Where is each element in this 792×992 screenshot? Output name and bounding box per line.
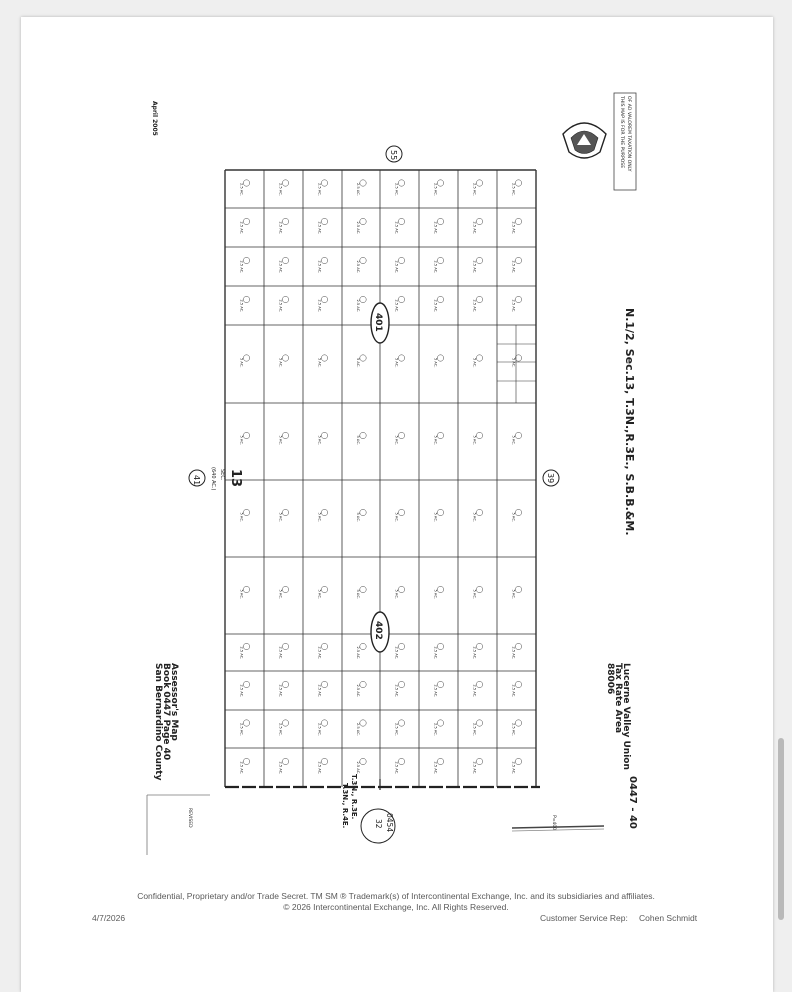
parcel-lot — [318, 509, 328, 522]
parcel-acreage: 5 AC. — [278, 589, 283, 599]
parcel-acreage: 2.5 AC. — [356, 646, 360, 660]
parcel-lot — [318, 432, 328, 445]
parcel-lot — [240, 257, 250, 273]
parcel-lot — [318, 758, 328, 774]
parcel-lot — [473, 257, 483, 273]
parcel-lot — [434, 432, 444, 445]
parcel-acreage: 5 AC. — [278, 512, 283, 522]
parcel-acreage: 5 AC. — [356, 589, 360, 599]
parcel-acreage: 5 AC. — [356, 512, 360, 522]
svg-text:401: 401 — [373, 313, 383, 332]
parcel-acreage: 2.5 AC. — [317, 646, 322, 660]
parcel-acreage: 2.5 AC. — [317, 723, 322, 736]
parcel-acreage: 5 AC. — [239, 358, 244, 368]
parcel-lot — [356, 432, 366, 445]
parcel-acreage: 5 AC. — [472, 589, 477, 599]
footer-date: 4/7/2026 — [92, 913, 126, 923]
parcel-acreage: 2.5 AC. — [511, 761, 516, 775]
parcel-acreage: 5 AC. — [394, 512, 399, 522]
parcel-acreage: 2.5 AC. — [356, 260, 360, 274]
parcel-lot — [240, 586, 250, 599]
parcel-lot — [318, 218, 328, 234]
legal-description: N.1/2, Sec.13, T.3N.,R.3E., S.B.B.&M. — [623, 308, 636, 536]
parcel-acreage: 5 AC. — [511, 435, 516, 445]
parcel-acreage: 2.5 AC. — [433, 299, 438, 313]
parcel-lot — [240, 296, 250, 312]
svg-text:P=400: P=400 — [551, 815, 556, 831]
parcel-acreage: 2.5 AC. — [394, 260, 399, 274]
parcel-lot — [473, 586, 483, 599]
parcel-acreage: 2.5 AC. — [472, 183, 477, 196]
parcel-lot — [240, 509, 250, 522]
parcel-lot — [240, 720, 250, 736]
parcel-lot — [434, 218, 444, 234]
parcel-acreage: 2.5 AC. — [356, 723, 360, 736]
parcel-lot — [512, 509, 522, 522]
parcel-lot — [473, 218, 483, 234]
revision-block — [147, 795, 210, 855]
parcel-acreage: 2.5 AC. — [394, 183, 399, 196]
parcel-acreage: 2.5 AC. — [433, 260, 438, 274]
parcel-acreage: 2.5 AC. — [394, 221, 399, 235]
parcel-acreage: 5 AC. — [394, 589, 399, 599]
parcel-lot — [512, 257, 522, 273]
parcel-lot — [279, 509, 289, 522]
parcel-lot — [356, 355, 366, 368]
parcel-acreage: 5 AC. — [317, 358, 322, 368]
parcel-acreage: 2.5 AC. — [239, 761, 244, 775]
parcel-acreage: 2.5 AC. — [472, 723, 477, 736]
adjacent-map-east — [361, 809, 395, 843]
parcel-lot — [318, 720, 328, 736]
book-page-number: 0447 - 40 — [627, 776, 638, 829]
parcel-acreage: 2.5 AC. — [433, 646, 438, 660]
parcel-acreage: 2.5 AC. — [511, 260, 516, 274]
parcel-acreage: 5 AC. — [433, 512, 438, 522]
parcel-lot — [279, 720, 289, 736]
parcel-lot — [512, 432, 522, 445]
parcel-lot — [356, 720, 366, 736]
parcel-acreage: 2.5 AC. — [239, 221, 244, 235]
parcel-acreage: 2.5 AC. — [394, 723, 399, 736]
svg-text:13: 13 — [228, 469, 243, 488]
parcel-lot — [279, 355, 289, 368]
footer-rep-label: Customer Service Rep: — [540, 913, 628, 923]
footer-copyright: © 2026 Intercontinental Exchange, Inc. All Rights Reserved. — [283, 902, 509, 912]
parcel-acreage: 2.5 AC. — [511, 646, 516, 660]
parcel-lot — [395, 257, 405, 273]
parcel-acreage: 5 AC. — [511, 589, 516, 599]
parcel-lot — [434, 643, 444, 659]
parcel-lot — [395, 643, 405, 659]
parcel-acreage: 2.5 AC. — [278, 183, 283, 196]
parcel-lot — [395, 681, 405, 697]
parcel-lot — [434, 355, 444, 368]
parcel-lot — [279, 643, 289, 659]
parcel-acreage: 2.5 AC. — [317, 684, 322, 698]
parcel-acreage: 5 AC. — [472, 512, 477, 522]
parcel-lot — [318, 296, 328, 312]
parcel-lot — [318, 681, 328, 697]
parcel-lot — [279, 296, 289, 312]
tax-rate-area: 88006 — [605, 663, 615, 695]
parcel-acreage: 5 AC. — [511, 358, 516, 368]
parcel-lot — [434, 509, 444, 522]
parcel-acreage: 2.5 AC. — [472, 299, 477, 313]
parcel-acreage: 2.5 AC. — [317, 761, 322, 775]
parcel-acreage: 2.5 AC. — [317, 183, 322, 196]
parcel-acreage: 5 AC. — [511, 512, 516, 522]
parcel-lot — [240, 681, 250, 697]
parcel-acreage: 2.5 AC. — [511, 221, 516, 235]
parcel-lot — [473, 296, 483, 312]
parcel-acreage: 5 AC. — [433, 358, 438, 368]
disclaimer-line-1: THIS MAP IS FOR THE PURPOSE — [619, 96, 624, 169]
parcel-acreage: 5 AC. — [472, 435, 477, 445]
parcel-lot — [240, 758, 250, 774]
parcel-acreage: 5 AC. — [317, 512, 322, 522]
parcel-acreage: 5 AC. — [433, 589, 438, 599]
parcel-lot — [473, 643, 483, 659]
parcel-acreage: 2.5 AC. — [433, 221, 438, 235]
svg-text:402: 402 — [373, 621, 383, 640]
parcel-lot — [512, 218, 522, 234]
disclaimer-line-2: OF AD VALOREM TAXATION ONLY — [626, 96, 631, 172]
parcel-lot — [318, 355, 328, 368]
parcel-acreage: 2.5 AC. — [239, 646, 244, 660]
parcel-lot — [512, 681, 522, 697]
parcel-lot — [279, 432, 289, 445]
parcel-lot — [356, 509, 366, 522]
parcel-acreage: 2.5 AC. — [511, 299, 516, 313]
parcel-acreage: 5 AC. — [239, 435, 244, 445]
parcel-lot — [434, 257, 444, 273]
footer-disclaimer: Confidential, Proprietary and/or Trade Secret. TM SM ® Trademark(s) of Intercontinental Exchange, Inc. and its subsidiaries and affiliates. — [137, 891, 655, 901]
svg-text:55: 55 — [389, 150, 398, 161]
parcel-lot — [240, 432, 250, 445]
parcel-acreage: 5 AC. — [317, 435, 322, 445]
parcel-acreage: 5 AC. — [472, 358, 477, 368]
parcel-acreage: 5 AC. — [356, 435, 360, 445]
parcel-lot — [473, 432, 483, 445]
parcel-lot — [356, 643, 366, 659]
assessor-book-page: Book 0447 Page 40 — [161, 663, 171, 761]
parcel-acreage: 2.5 AC. — [278, 221, 283, 235]
parcel-lot — [240, 355, 250, 368]
parcel-lot — [395, 586, 405, 599]
parcel-lot — [512, 586, 522, 599]
parcel-grid — [225, 170, 536, 787]
parcel-acreage: 2.5 AC. — [433, 723, 438, 736]
parcel-lot — [356, 681, 366, 697]
parcel-acreage: 2.5 AC. — [433, 684, 438, 698]
parcel-acreage: 2.5 AC. — [239, 723, 244, 736]
parcel-lot — [434, 180, 444, 196]
disclaimer-box — [614, 93, 636, 190]
parcel-lot — [395, 218, 405, 234]
parcel-acreage: 5 AC. — [239, 589, 244, 599]
parcel-lot — [473, 355, 483, 368]
parcel-group-south — [371, 612, 389, 652]
parcel-lot — [356, 296, 366, 312]
adjacent-map-west — [189, 470, 205, 486]
parcel-acreage: 2.5 AC. — [239, 260, 244, 274]
parcel-acreage: 2.5 AC. — [394, 684, 399, 698]
parcel-acreage: 2.5 AC. — [472, 761, 477, 775]
parcel-lot — [279, 758, 289, 774]
parcel-acreage: 5 AC. — [356, 358, 360, 368]
parcel-lot — [395, 355, 405, 368]
parcel-lot — [512, 296, 522, 312]
assessor-title: Assessor's Map — [169, 663, 179, 741]
parcel-lot — [356, 257, 366, 273]
parcel-acreage: 2.5 AC. — [433, 761, 438, 775]
parcel-acreage: 2.5 AC. — [472, 260, 477, 274]
parcel-lot — [434, 720, 444, 736]
parcel-lot — [473, 509, 483, 522]
parcel-acreage: 2.5 AC. — [278, 260, 283, 274]
parcel-acreage: 2.5 AC. — [472, 684, 477, 698]
township-line-2: T.3N., R.4E. — [341, 783, 349, 829]
footer-rep-name: Cohen Schmidt — [639, 913, 698, 923]
parcel-lot — [434, 758, 444, 774]
scrollbar[interactable] — [778, 738, 784, 920]
parcel-lot — [240, 218, 250, 234]
parcel-lot — [318, 586, 328, 599]
parcel-lot — [434, 296, 444, 312]
parcel-acreage: 5 AC. — [394, 358, 399, 368]
parcel-acreage: 2.5 AC. — [394, 646, 399, 660]
svg-text:32: 32 — [374, 819, 383, 829]
parcel-acreage: 2.5 AC. — [433, 183, 438, 196]
parcel-acreage: 2.5 AC. — [472, 646, 477, 660]
parcel-lot — [395, 180, 405, 196]
parcel-lot — [434, 586, 444, 599]
parcel-lot — [356, 758, 366, 774]
adjacent-map-north — [386, 146, 402, 162]
parcel-lot — [512, 355, 522, 368]
parcel-lot — [318, 257, 328, 273]
parcel-acreage: 2.5 AC. — [317, 260, 322, 274]
district-name: Lucerne Valley Union — [621, 663, 631, 770]
parcel-acreage: 5 AC. — [317, 589, 322, 599]
parcel-acreage: 2.5 AC. — [356, 761, 360, 775]
parcel-acreage: 5 AC. — [433, 435, 438, 445]
parcel-lot — [279, 586, 289, 599]
parcel-lot — [356, 586, 366, 599]
svg-text:REVISED: REVISED — [187, 808, 192, 828]
parcel-lot — [279, 180, 289, 196]
parcel-lot — [395, 509, 405, 522]
parcel-acreage: 5 AC. — [239, 512, 244, 522]
parcel-lot — [240, 180, 250, 196]
svg-text:(640 AC.): (640 AC.) — [210, 467, 216, 491]
parcel-lot — [356, 180, 366, 196]
tax-rate-label: Tax Rate Area — [613, 663, 623, 734]
svg-text:0454: 0454 — [385, 813, 394, 833]
parcel-lot — [512, 720, 522, 736]
svg-text:39: 39 — [546, 473, 555, 484]
parcel-acreage: 2.5 AC. — [278, 761, 283, 775]
parcel-acreage: 2.5 AC. — [356, 221, 360, 235]
parcel-lot — [473, 180, 483, 196]
parcel-acreage: 2.5 AC. — [278, 646, 283, 660]
parcel-acreage: 2.5 AC. — [239, 299, 244, 313]
parcel-acreage: 5 AC. — [278, 358, 283, 368]
parcel-acreage: 5 AC. — [394, 435, 399, 445]
parcel-acreage: 2.5 AC. — [472, 221, 477, 235]
parcel-acreage: 2.5 AC. — [317, 221, 322, 235]
parcel-lot — [395, 296, 405, 312]
parcel-acreage: 2.5 AC. — [356, 299, 360, 313]
adjacent-map-south — [543, 470, 559, 486]
township-line-1: T.3N., R.3E. — [350, 774, 358, 820]
parcel-lot — [473, 758, 483, 774]
parcel-acreage: 2.5 AC. — [278, 684, 283, 698]
scale-bar — [512, 815, 604, 831]
parcel-acreage: 2.5 AC. — [356, 183, 360, 196]
parcel-acreage: 2.5 AC. — [394, 299, 399, 313]
parcel-lot — [395, 432, 405, 445]
parcel-group-north — [371, 303, 389, 343]
parcel-acreage: 2.5 AC. — [278, 723, 283, 736]
parcel-acreage: 2.5 AC. — [511, 723, 516, 736]
svg-text:41: 41 — [192, 475, 201, 486]
parcel-acreage: 2.5 AC. — [278, 299, 283, 313]
parcel-acreage: 2.5 AC. — [317, 299, 322, 313]
parcel-acreage: 2.5 AC. — [356, 684, 360, 698]
parcel-acreage: 2.5 AC. — [511, 183, 516, 196]
parcel-lot — [279, 681, 289, 697]
parcel-lot — [395, 758, 405, 774]
county-name: San Bernardino County — [153, 663, 163, 781]
parcel-lot — [473, 681, 483, 697]
section-label — [210, 467, 243, 490]
parcel-lot — [356, 218, 366, 234]
parcel-lot — [512, 180, 522, 196]
parcel-acreage: 2.5 AC. — [394, 761, 399, 775]
parcel-lot — [279, 218, 289, 234]
parcel-lot — [240, 643, 250, 659]
parcel-acreage: 2.5 AC. — [511, 684, 516, 698]
parcel-acreage: 2.5 AC. — [239, 183, 244, 196]
parcel-lot — [395, 720, 405, 736]
parcel-lot — [279, 257, 289, 273]
county-seal-icon — [563, 123, 606, 158]
parcel-lot — [473, 720, 483, 736]
parcel-acreage: 2.5 AC. — [239, 684, 244, 698]
parcel-lot — [434, 681, 444, 697]
svg-text:SEC.: SEC. — [219, 469, 225, 481]
parcel-acreage: 5 AC. — [278, 435, 283, 445]
map-date: April 2005 — [151, 101, 158, 136]
parcel-lot — [512, 758, 522, 774]
parcel-lot — [512, 643, 522, 659]
parcel-lot — [318, 180, 328, 196]
parcel-lot — [318, 643, 328, 659]
